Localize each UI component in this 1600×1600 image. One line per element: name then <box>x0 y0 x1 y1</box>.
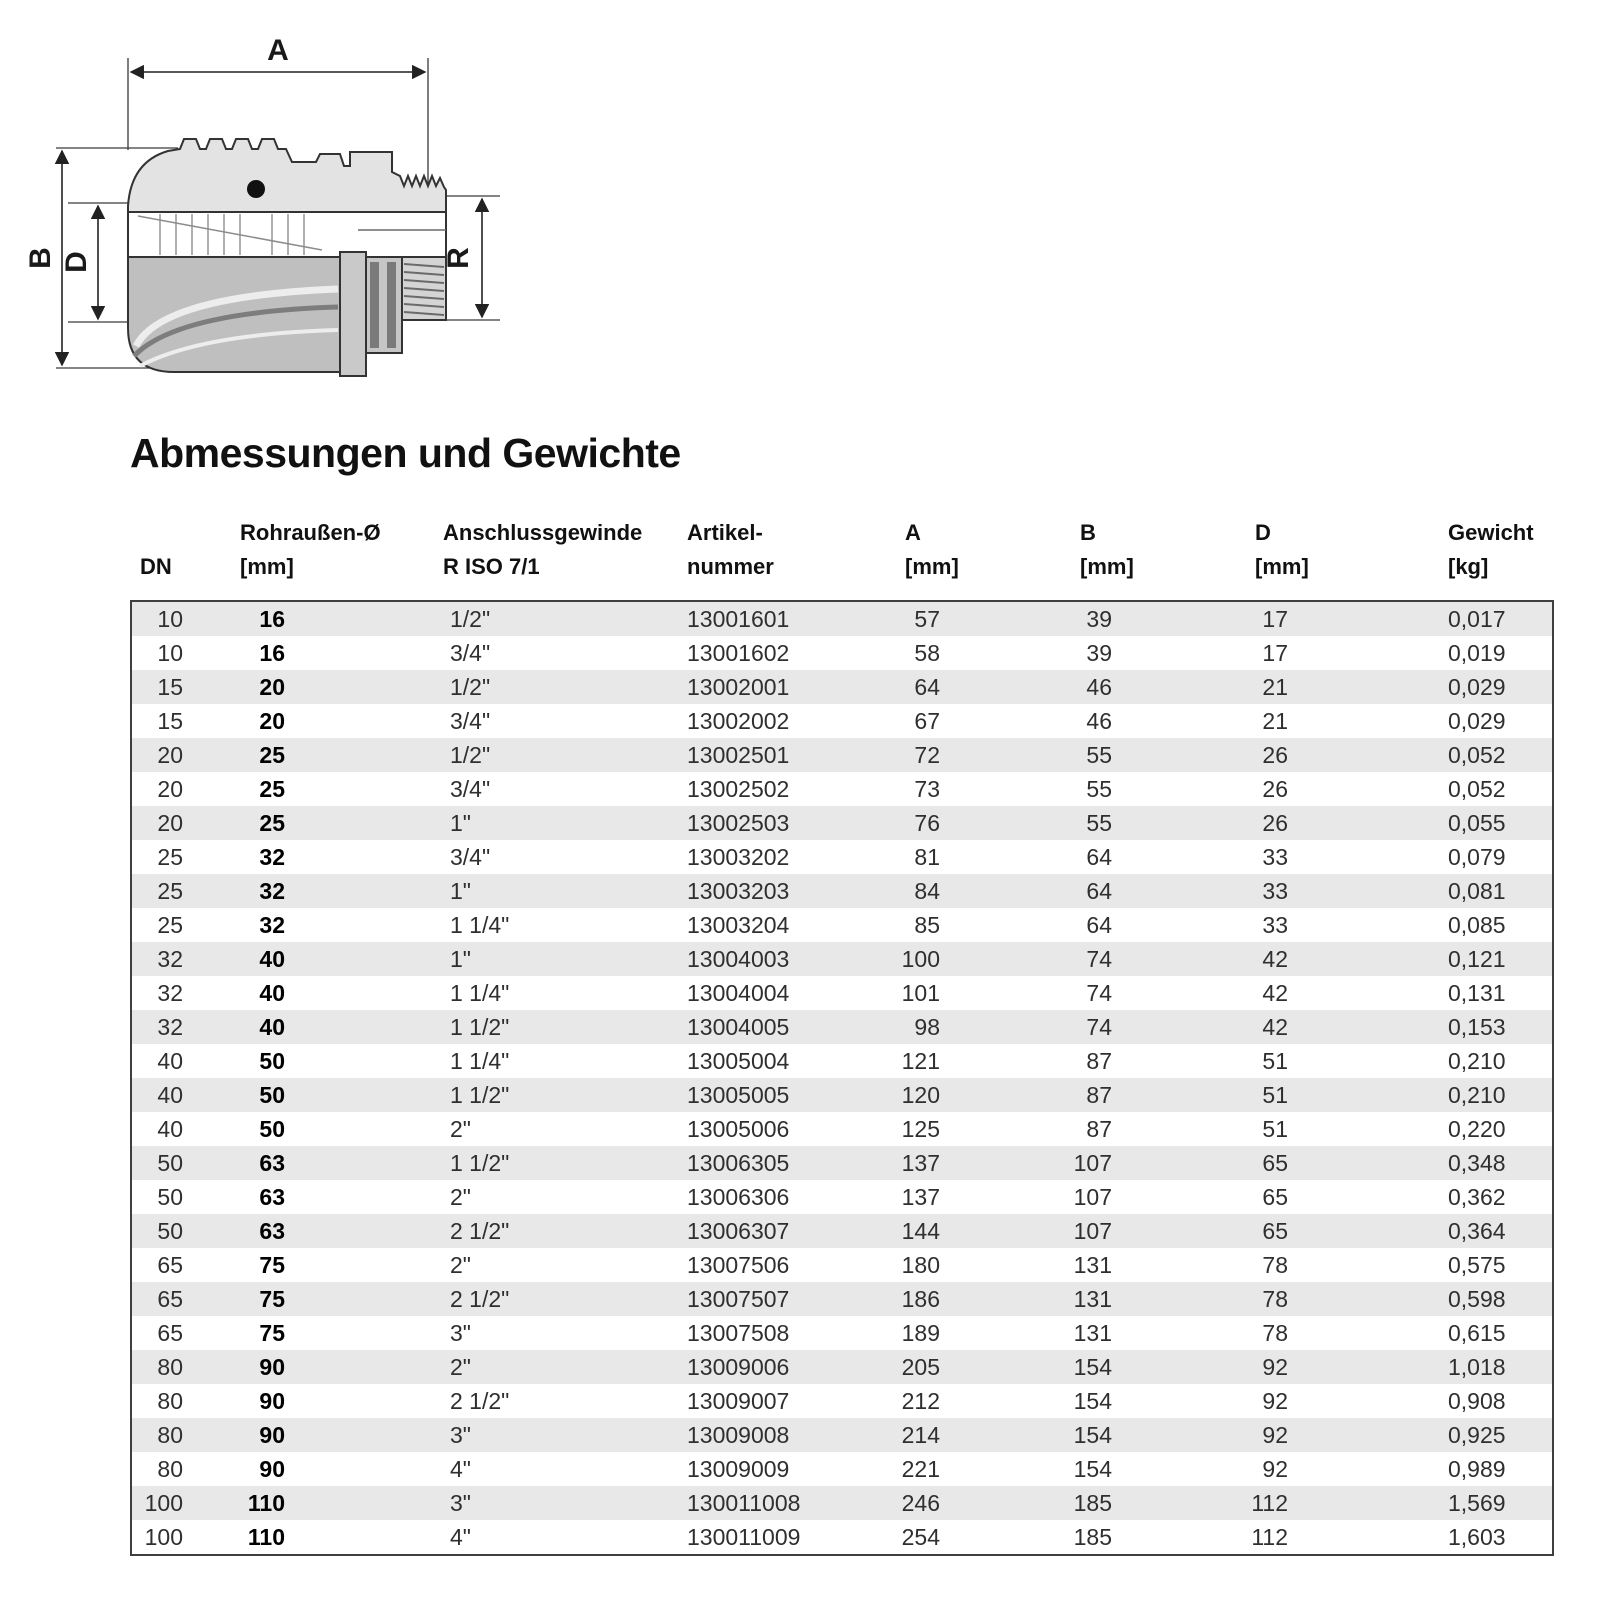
a-dim-cell: 246 <box>901 1490 940 1516</box>
a-dim-cell: 85 <box>914 912 940 938</box>
dn-cell: 25 <box>157 844 183 870</box>
b-dim-cell: 87 <box>1086 1048 1112 1074</box>
table-row <box>132 1282 1552 1316</box>
table-row <box>132 976 1552 1010</box>
col-header-d-dim <box>1180 516 1355 584</box>
pipe-od-cell: 110 <box>247 1490 285 1516</box>
d-dim-cell: 112 <box>1251 1490 1288 1516</box>
split-ring-slot <box>387 262 396 348</box>
b-dim-cell: 154 <box>1073 1388 1112 1414</box>
article-number-cell: 13009009 <box>687 1456 790 1482</box>
b-dim-cell: 55 <box>1086 776 1112 802</box>
d-dim-cell: 78 <box>1262 1320 1288 1346</box>
a-dim-cell: 212 <box>901 1388 940 1414</box>
col-header-dn <box>130 550 195 584</box>
table-row <box>132 1384 1552 1418</box>
d-dim-cell: 92 <box>1262 1388 1288 1414</box>
article-number-cell: 13007507 <box>687 1286 790 1312</box>
pipe-od-cell: 50 <box>259 1116 285 1142</box>
dn-cell: 20 <box>157 742 183 768</box>
table-row <box>132 908 1552 942</box>
article-number-cell: 13005004 <box>687 1048 790 1074</box>
thread-cell: 1 1/4" <box>450 912 510 938</box>
weight-cell: 0,052 <box>1448 776 1506 802</box>
col-header-line1: D <box>1255 520 1271 545</box>
dn-cell: 50 <box>157 1184 183 1210</box>
b-dim-cell: 185 <box>1073 1524 1112 1550</box>
a-dim-cell: 58 <box>914 640 940 666</box>
col-header-line1: B <box>1080 520 1096 545</box>
weight-cell: 0,925 <box>1448 1422 1506 1448</box>
article-number-cell: 13006305 <box>687 1150 790 1176</box>
table-row <box>132 840 1552 874</box>
thread-cell: 1 1/2" <box>450 1150 510 1176</box>
thread-cell: 2" <box>450 1354 471 1380</box>
pipe-od-cell: 25 <box>259 810 285 836</box>
a-dim-cell: 254 <box>901 1524 940 1550</box>
d-dim-cell: 42 <box>1262 1014 1288 1040</box>
b-dim-cell: 154 <box>1073 1354 1112 1380</box>
table-row <box>132 772 1552 806</box>
col-header-line1: Anschlussgewinde <box>443 520 643 545</box>
col-header-line2: nummer <box>687 554 774 579</box>
thread-cell: 2" <box>450 1184 471 1210</box>
thread-cell: 1/2" <box>450 674 491 700</box>
dn-cell: 25 <box>157 878 183 904</box>
weight-cell: 0,029 <box>1448 674 1506 700</box>
article-number-cell: 130011008 <box>687 1490 801 1516</box>
pipe-od-cell: 20 <box>259 674 285 700</box>
d-dim-cell: 26 <box>1262 776 1288 802</box>
thread-cell: 3" <box>450 1320 471 1346</box>
article-number-cell: 13004004 <box>687 980 790 1006</box>
article-number-cell: 13001602 <box>687 640 790 666</box>
thread-cell: 1 1/4" <box>450 1048 510 1074</box>
dn-cell: 80 <box>157 1456 183 1482</box>
col-header-thread <box>435 516 680 584</box>
article-number-cell: 13006306 <box>687 1184 790 1210</box>
d-dim-cell: 92 <box>1262 1354 1288 1380</box>
article-number-cell: 13002501 <box>687 742 790 768</box>
article-number-cell: 13002001 <box>687 674 790 700</box>
d-dim-cell: 21 <box>1262 674 1288 700</box>
col-header-line1: Rohraußen-Ø <box>240 520 381 545</box>
pipe-od-cell: 90 <box>259 1456 285 1482</box>
table-row <box>132 1486 1552 1520</box>
d-dim-cell: 78 <box>1262 1286 1288 1312</box>
dn-cell: 65 <box>157 1286 183 1312</box>
table-row <box>132 1316 1552 1350</box>
table-row <box>132 602 1552 636</box>
thread-cell: 4" <box>450 1456 471 1482</box>
col-header-pipe-od <box>195 516 435 584</box>
dn-cell: 10 <box>157 640 183 666</box>
weight-cell: 0,052 <box>1448 742 1506 768</box>
col-header-line2: [mm] <box>240 554 294 579</box>
dn-cell: 100 <box>144 1490 183 1516</box>
thread-cell: 3/4" <box>450 708 491 734</box>
article-number-cell: 13009006 <box>687 1354 790 1380</box>
dn-cell: 32 <box>157 946 183 972</box>
d-dim-cell: 92 <box>1262 1422 1288 1448</box>
weight-cell: 0,210 <box>1448 1048 1506 1074</box>
a-dim-cell: 100 <box>901 946 940 972</box>
dn-cell: 80 <box>157 1422 183 1448</box>
a-dim-cell: 98 <box>914 1014 940 1040</box>
d-dim-cell: 65 <box>1262 1184 1288 1210</box>
weight-cell: 0,615 <box>1448 1320 1506 1346</box>
a-dim-cell: 125 <box>901 1116 940 1142</box>
table-row <box>132 1214 1552 1248</box>
weight-cell: 1,018 <box>1448 1354 1506 1380</box>
a-dim-cell: 221 <box>901 1456 940 1482</box>
weight-cell: 0,121 <box>1448 946 1506 972</box>
b-dim-cell: 74 <box>1086 946 1112 972</box>
pipe-od-cell: 40 <box>259 980 285 1006</box>
d-dim-cell: 65 <box>1262 1150 1288 1176</box>
dn-cell: 15 <box>157 674 183 700</box>
col-header-line2: R ISO 7/1 <box>443 554 540 579</box>
b-dim-cell: 87 <box>1086 1082 1112 1108</box>
a-dim-cell: 189 <box>901 1320 940 1346</box>
b-dim-cell: 131 <box>1073 1286 1112 1312</box>
table-row <box>132 670 1552 704</box>
dn-cell: 10 <box>157 606 183 632</box>
pipe-od-cell: 25 <box>259 742 285 768</box>
pipe-od-cell: 90 <box>259 1354 285 1380</box>
pipe-od-cell: 90 <box>259 1388 285 1414</box>
thread-cell: 4" <box>450 1524 471 1550</box>
a-dim-cell: 81 <box>914 844 940 870</box>
col-header-article-number <box>680 516 890 584</box>
thread-cell: 2" <box>450 1116 471 1142</box>
pipe-od-cell: 40 <box>259 946 285 972</box>
d-dim-cell: 26 <box>1262 742 1288 768</box>
dn-cell: 32 <box>157 980 183 1006</box>
d-dim-cell: 17 <box>1262 606 1288 632</box>
table-row <box>132 1452 1552 1486</box>
article-number-cell: 13005005 <box>687 1082 790 1108</box>
pipe-od-cell: 63 <box>259 1218 285 1244</box>
thread-cell: 1 1/4" <box>450 980 510 1006</box>
a-dim-cell: 64 <box>914 674 940 700</box>
b-dim-cell: 74 <box>1086 980 1112 1006</box>
d-dim-cell: 33 <box>1262 912 1288 938</box>
weight-cell: 0,575 <box>1448 1252 1506 1278</box>
article-number-cell: 13003202 <box>687 844 790 870</box>
fitting-upper-profile <box>128 139 446 212</box>
a-dim-cell: 72 <box>914 742 940 768</box>
weight-cell: 0,210 <box>1448 1082 1506 1108</box>
d-dim-cell: 42 <box>1262 980 1288 1006</box>
dn-cell: 65 <box>157 1320 183 1346</box>
col-header-line1: Gewicht <box>1448 520 1534 545</box>
table-row <box>132 1418 1552 1452</box>
article-number-cell: 13004003 <box>687 946 790 972</box>
page-title: Abmessungen und Gewichte <box>130 430 681 476</box>
pipe-od-cell: 32 <box>259 878 285 904</box>
weight-cell: 0,153 <box>1448 1014 1506 1040</box>
d-dim-cell: 33 <box>1262 844 1288 870</box>
dim-label-a: A <box>267 34 289 67</box>
thread-cell: 1" <box>450 946 471 972</box>
dn-cell: 40 <box>157 1048 183 1074</box>
weight-cell: 0,908 <box>1448 1388 1506 1414</box>
table-row <box>132 874 1552 908</box>
weight-cell: 0,364 <box>1448 1218 1506 1244</box>
pipe-od-cell: 16 <box>259 640 285 666</box>
b-dim-cell: 64 <box>1086 912 1112 938</box>
dim-label-b: B <box>24 247 57 269</box>
b-dim-cell: 64 <box>1086 878 1112 904</box>
b-dim-cell: 185 <box>1073 1490 1112 1516</box>
b-dim-cell: 46 <box>1086 708 1112 734</box>
dn-cell: 25 <box>157 912 183 938</box>
b-dim-cell: 39 <box>1086 606 1112 632</box>
weight-cell: 0,017 <box>1448 606 1506 632</box>
dn-cell: 20 <box>157 776 183 802</box>
a-dim-cell: 180 <box>901 1252 940 1278</box>
collar-lower <box>340 252 366 376</box>
pipe-od-cell: 16 <box>259 606 285 632</box>
grip-ring-lines <box>138 214 322 255</box>
pipe-od-cell: 75 <box>259 1320 285 1346</box>
d-dim-cell: 112 <box>1251 1524 1288 1550</box>
table-body <box>132 602 1552 1554</box>
dn-cell: 20 <box>157 810 183 836</box>
thread-cell: 2 1/2" <box>450 1388 510 1414</box>
pipe-od-cell: 63 <box>259 1184 285 1210</box>
thread-cell: 3" <box>450 1490 471 1516</box>
pipe-od-cell: 32 <box>259 912 285 938</box>
article-number-cell: 13007506 <box>687 1252 790 1278</box>
a-dim-cell: 186 <box>901 1286 940 1312</box>
thread-cell: 2 1/2" <box>450 1218 510 1244</box>
dn-cell: 65 <box>157 1252 183 1278</box>
b-dim-cell: 154 <box>1073 1456 1112 1482</box>
dn-cell: 50 <box>157 1218 183 1244</box>
a-dim-cell: 73 <box>914 776 940 802</box>
table-row <box>132 1044 1552 1078</box>
weight-cell: 0,055 <box>1448 810 1506 836</box>
dn-cell: 15 <box>157 708 183 734</box>
d-dim-cell: 51 <box>1262 1082 1288 1108</box>
table-row <box>132 1248 1552 1282</box>
b-dim-cell: 74 <box>1086 1014 1112 1040</box>
thread-cell: 1 1/2" <box>450 1014 510 1040</box>
a-dim-cell: 205 <box>901 1354 940 1380</box>
a-dim-cell: 144 <box>901 1218 940 1244</box>
pipe-od-cell: 90 <box>259 1422 285 1448</box>
table-row <box>132 636 1552 670</box>
weight-cell: 0,085 <box>1448 912 1506 938</box>
thread-cell: 1" <box>450 810 471 836</box>
article-number-cell: 13006307 <box>687 1218 790 1244</box>
table-row <box>132 1180 1552 1214</box>
d-dim-cell: 51 <box>1262 1116 1288 1142</box>
a-dim-cell: 57 <box>914 606 940 632</box>
article-number-cell: 13005006 <box>687 1116 790 1142</box>
b-dim-cell: 87 <box>1086 1116 1112 1142</box>
table-row <box>132 1078 1552 1112</box>
dn-cell: 40 <box>157 1116 183 1142</box>
split-ring-slot <box>370 262 379 348</box>
weight-cell: 0,348 <box>1448 1150 1506 1176</box>
col-header-line1: A <box>905 520 921 545</box>
col-header-weight <box>1355 516 1553 584</box>
table-row <box>132 1112 1552 1146</box>
d-dim-cell: 21 <box>1262 708 1288 734</box>
weight-cell: 0,081 <box>1448 878 1506 904</box>
table-row <box>132 1520 1552 1554</box>
article-number-cell: 13009008 <box>687 1422 790 1448</box>
weight-cell: 0,019 <box>1448 640 1506 666</box>
col-header-line2: [mm] <box>905 554 959 579</box>
d-dim-cell: 65 <box>1262 1218 1288 1244</box>
a-dim-cell: 137 <box>901 1184 940 1210</box>
dn-cell: 100 <box>144 1524 183 1550</box>
b-dim-cell: 107 <box>1073 1184 1112 1210</box>
b-dim-cell: 55 <box>1086 742 1112 768</box>
table-row <box>132 1010 1552 1044</box>
thread-cell: 1" <box>450 878 471 904</box>
pipe-od-cell: 110 <box>247 1524 285 1550</box>
pipe-od-cell: 75 <box>259 1286 285 1312</box>
table-row <box>132 704 1552 738</box>
pipe-od-cell: 32 <box>259 844 285 870</box>
col-header-b-dim <box>1005 516 1180 584</box>
d-dim-cell: 78 <box>1262 1252 1288 1278</box>
dn-cell: 32 <box>157 1014 183 1040</box>
article-number-cell: 13003203 <box>687 878 790 904</box>
b-dim-cell: 107 <box>1073 1150 1112 1176</box>
dn-cell: 50 <box>157 1150 183 1176</box>
pipe-od-cell: 25 <box>259 776 285 802</box>
article-number-cell: 13001601 <box>687 606 790 632</box>
table-header <box>130 500 1554 584</box>
pipe-od-cell: 40 <box>259 1014 285 1040</box>
d-dim-cell: 51 <box>1262 1048 1288 1074</box>
thread-cell: 3/4" <box>450 776 491 802</box>
b-dim-cell: 154 <box>1073 1422 1112 1448</box>
weight-cell: 1,569 <box>1448 1490 1506 1516</box>
d-dim-cell: 92 <box>1262 1456 1288 1482</box>
weight-cell: 0,989 <box>1448 1456 1506 1482</box>
thread-cell: 1/2" <box>450 606 491 632</box>
col-header-line2: [mm] <box>1255 554 1309 579</box>
dimensions-weights-table <box>130 600 1554 1556</box>
a-dim-cell: 76 <box>914 810 940 836</box>
b-dim-cell: 131 <box>1073 1320 1112 1346</box>
thread-cell: 1/2" <box>450 742 491 768</box>
weight-cell: 0,029 <box>1448 708 1506 734</box>
table-row <box>132 806 1552 840</box>
dim-label-r: R <box>442 247 475 269</box>
weight-cell: 1,603 <box>1448 1524 1506 1550</box>
weight-cell: 0,598 <box>1448 1286 1506 1312</box>
a-dim-cell: 101 <box>901 980 940 1006</box>
thread-cell: 3" <box>450 1422 471 1448</box>
thread-cell: 2 1/2" <box>450 1286 510 1312</box>
weight-cell: 0,220 <box>1448 1116 1506 1142</box>
d-dim-cell: 33 <box>1262 878 1288 904</box>
article-number-cell: 130011009 <box>687 1524 801 1550</box>
fitting-technical-drawing <box>10 0 530 410</box>
table-row <box>132 1350 1552 1384</box>
table-row <box>132 738 1552 772</box>
table-row <box>132 1146 1552 1180</box>
col-header-line1: Artikel- <box>687 520 763 545</box>
col-header-line2: DN <box>140 554 172 579</box>
pipe-od-cell: 50 <box>259 1082 285 1108</box>
d-dim-cell: 17 <box>1262 640 1288 666</box>
article-number-cell: 13009007 <box>687 1388 790 1414</box>
a-dim-cell: 120 <box>901 1082 940 1108</box>
thread-cell: 1 1/2" <box>450 1082 510 1108</box>
d-dim-cell: 26 <box>1262 810 1288 836</box>
thread-cell: 2" <box>450 1252 471 1278</box>
dn-cell: 80 <box>157 1354 183 1380</box>
a-dim-cell: 84 <box>914 878 940 904</box>
article-number-cell: 13004005 <box>687 1014 790 1040</box>
pipe-od-cell: 63 <box>259 1150 285 1176</box>
pipe-od-cell: 20 <box>259 708 285 734</box>
b-dim-cell: 39 <box>1086 640 1112 666</box>
weight-cell: 0,131 <box>1448 980 1506 1006</box>
col-header-line2: [mm] <box>1080 554 1134 579</box>
b-dim-cell: 55 <box>1086 810 1112 836</box>
o-ring <box>247 180 265 198</box>
b-dim-cell: 46 <box>1086 674 1112 700</box>
pipe-od-cell: 75 <box>259 1252 285 1278</box>
b-dim-cell: 131 <box>1073 1252 1112 1278</box>
article-number-cell: 13003204 <box>687 912 790 938</box>
a-dim-cell: 121 <box>901 1048 940 1074</box>
a-dim-cell: 137 <box>901 1150 940 1176</box>
a-dim-cell: 67 <box>914 708 940 734</box>
dn-cell: 40 <box>157 1082 183 1108</box>
b-dim-cell: 107 <box>1073 1218 1112 1244</box>
thread-cell: 3/4" <box>450 844 491 870</box>
article-number-cell: 13002503 <box>687 810 790 836</box>
article-number-cell: 13007508 <box>687 1320 790 1346</box>
pipe-od-cell: 50 <box>259 1048 285 1074</box>
weight-cell: 0,362 <box>1448 1184 1506 1210</box>
dim-label-d: D <box>60 251 93 273</box>
article-number-cell: 13002002 <box>687 708 790 734</box>
col-header-line2: [kg] <box>1448 554 1489 579</box>
a-dim-cell: 214 <box>901 1422 940 1448</box>
dn-cell: 80 <box>157 1388 183 1414</box>
article-number-cell: 13002502 <box>687 776 790 802</box>
weight-cell: 0,079 <box>1448 844 1506 870</box>
table-row <box>132 942 1552 976</box>
d-dim-cell: 42 <box>1262 946 1288 972</box>
thread-cell: 3/4" <box>450 640 491 666</box>
b-dim-cell: 64 <box>1086 844 1112 870</box>
col-header-a-dim <box>890 516 1005 584</box>
